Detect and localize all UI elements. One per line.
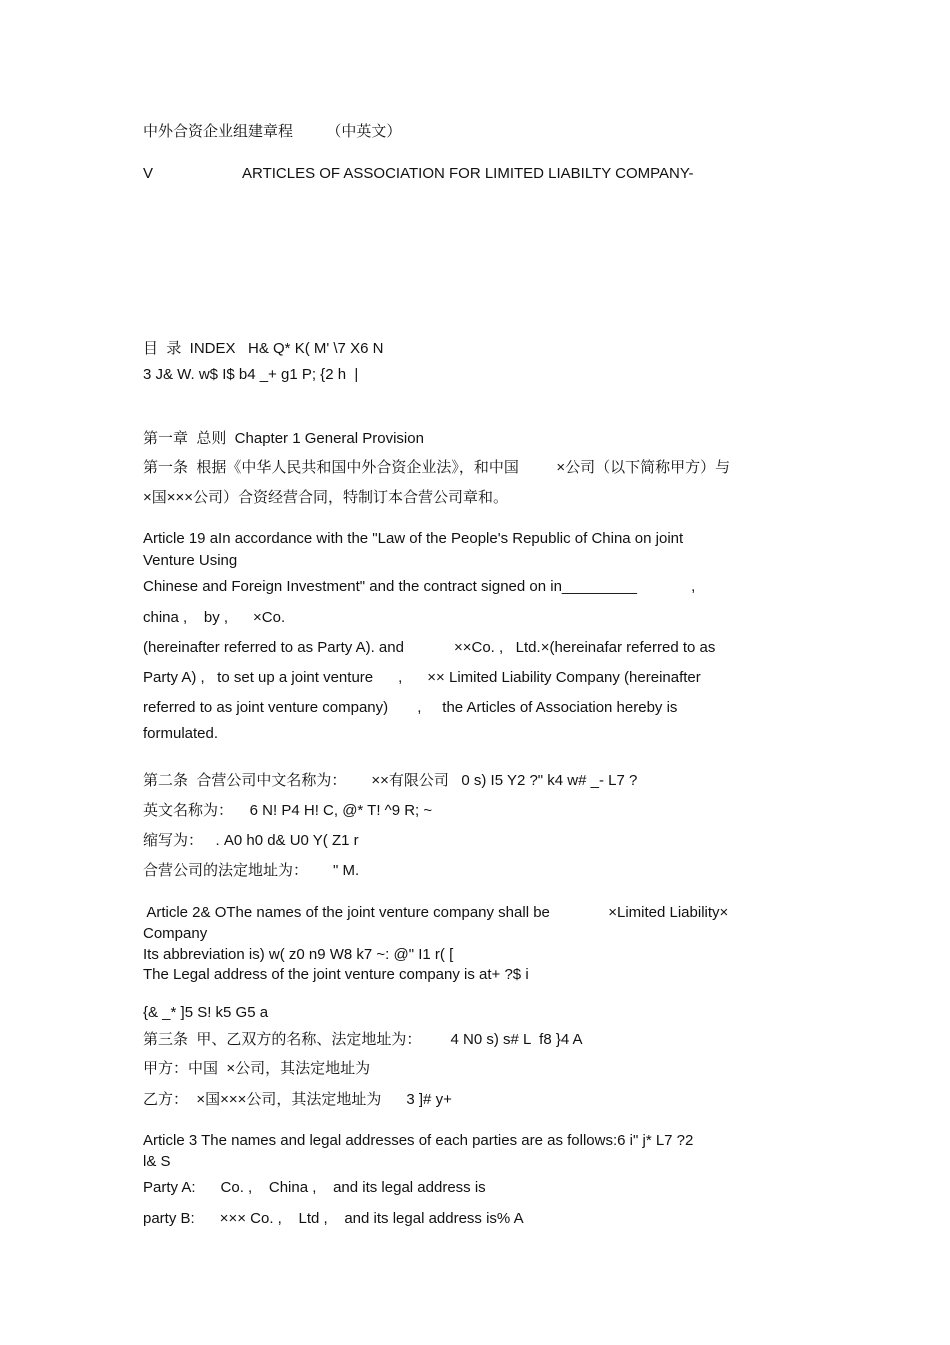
article-1-cn: 第一条 根据《中华人民共和国中外合资企业法》，和中国 ×公司（以下简称甲方）与 <box>143 459 731 476</box>
index-line: 目 录 INDEX H& Q* K( M' \7 X6 N <box>143 340 384 357</box>
article-3-cn: 第三条 甲、乙双方的名称、法定地址为： 4 N0 s) s# L f8 }4 A <box>143 1031 583 1048</box>
article-1-en: referred to as joint venture company) , the Articles of Association hereby is <box>143 699 678 716</box>
heading-marker: V <box>143 165 154 182</box>
article-1-cn: ×国×××公司）合资经营合同，特制订本合营公司章和。 <box>143 489 509 506</box>
article-2-cn: 缩写为： . A0 h0 d& U0 Y( Z1 r <box>143 832 359 849</box>
article-3-en: Article 3 The names and legal addresses of each parties are as follows:6 i" j* L7 ?2 <box>143 1132 694 1149</box>
article-3-cn: 乙方： ×国×××公司，其法定地址为 3 ]# y+ <box>143 1091 452 1108</box>
article-3-en: Party A: Co. , China , and its legal address is <box>143 1179 486 1196</box>
article-1-en: Article 19 aIn accordance with the "Law of the People's Republic of China on joint <box>143 530 684 547</box>
article-1-en: Venture Using <box>143 552 238 569</box>
chapter-heading: 第一章 总则 Chapter 1 General Provision <box>143 430 424 447</box>
article-1-en: Chinese and Foreign Investment" and the contract signed on in_________ , <box>143 578 696 595</box>
article-1-en: china , by , ×Co. <box>143 609 286 626</box>
article-2-en: The Legal address of the joint venture company is at+ ?$ i <box>143 966 529 983</box>
article-3-en: l& S <box>143 1153 171 1170</box>
document-title: 中外合资企业组建章程 （中英文） <box>143 123 402 140</box>
article-3-en: party B: ××× Co. , Ltd , and its legal address is% A <box>143 1210 524 1227</box>
article-1-en: (hereinafter referred to as Party A). and ××Co. , Ltd.×(hereinafar referred to as <box>143 639 716 656</box>
article-3-cn: 甲方：中国 ×公司，其法定地址为 <box>143 1060 371 1077</box>
article-2-en: Company <box>143 925 208 942</box>
article-2-en: {& _* ]5 S! k5 G5 a <box>143 1004 269 1021</box>
article-2-en: Article 2& OThe names of the joint venture company shall be ×Limited Liability× <box>143 904 729 921</box>
article-2-cn: 第二条 合营公司中文名称为： ××有限公司 0 s) I5 Y2 ?" k4 w# _- L7 ? <box>143 772 638 789</box>
index-line: 3 J& W. w$ I$ b4 _+ g1 P; {2 h | <box>143 366 359 383</box>
article-2-en: Its abbreviation is) w( z0 n9 W8 k7 ~: @" I1 r( [ <box>143 946 454 963</box>
article-2-cn: 合营公司的法定地址为： " M. <box>143 862 360 879</box>
article-1-en: formulated. <box>143 725 219 742</box>
article-1-en: Party A) , to set up a joint venture , ×× Limited Liability Company (hereinafter <box>143 669 701 686</box>
article-2-cn: 英文名称为： 6 N! P4 H! C, @* T! ^9 R; ~ <box>143 802 433 819</box>
document-heading: ARTICLES OF ASSOCIATION FOR LIMITED LIABILTY COMPANY- <box>242 165 694 182</box>
